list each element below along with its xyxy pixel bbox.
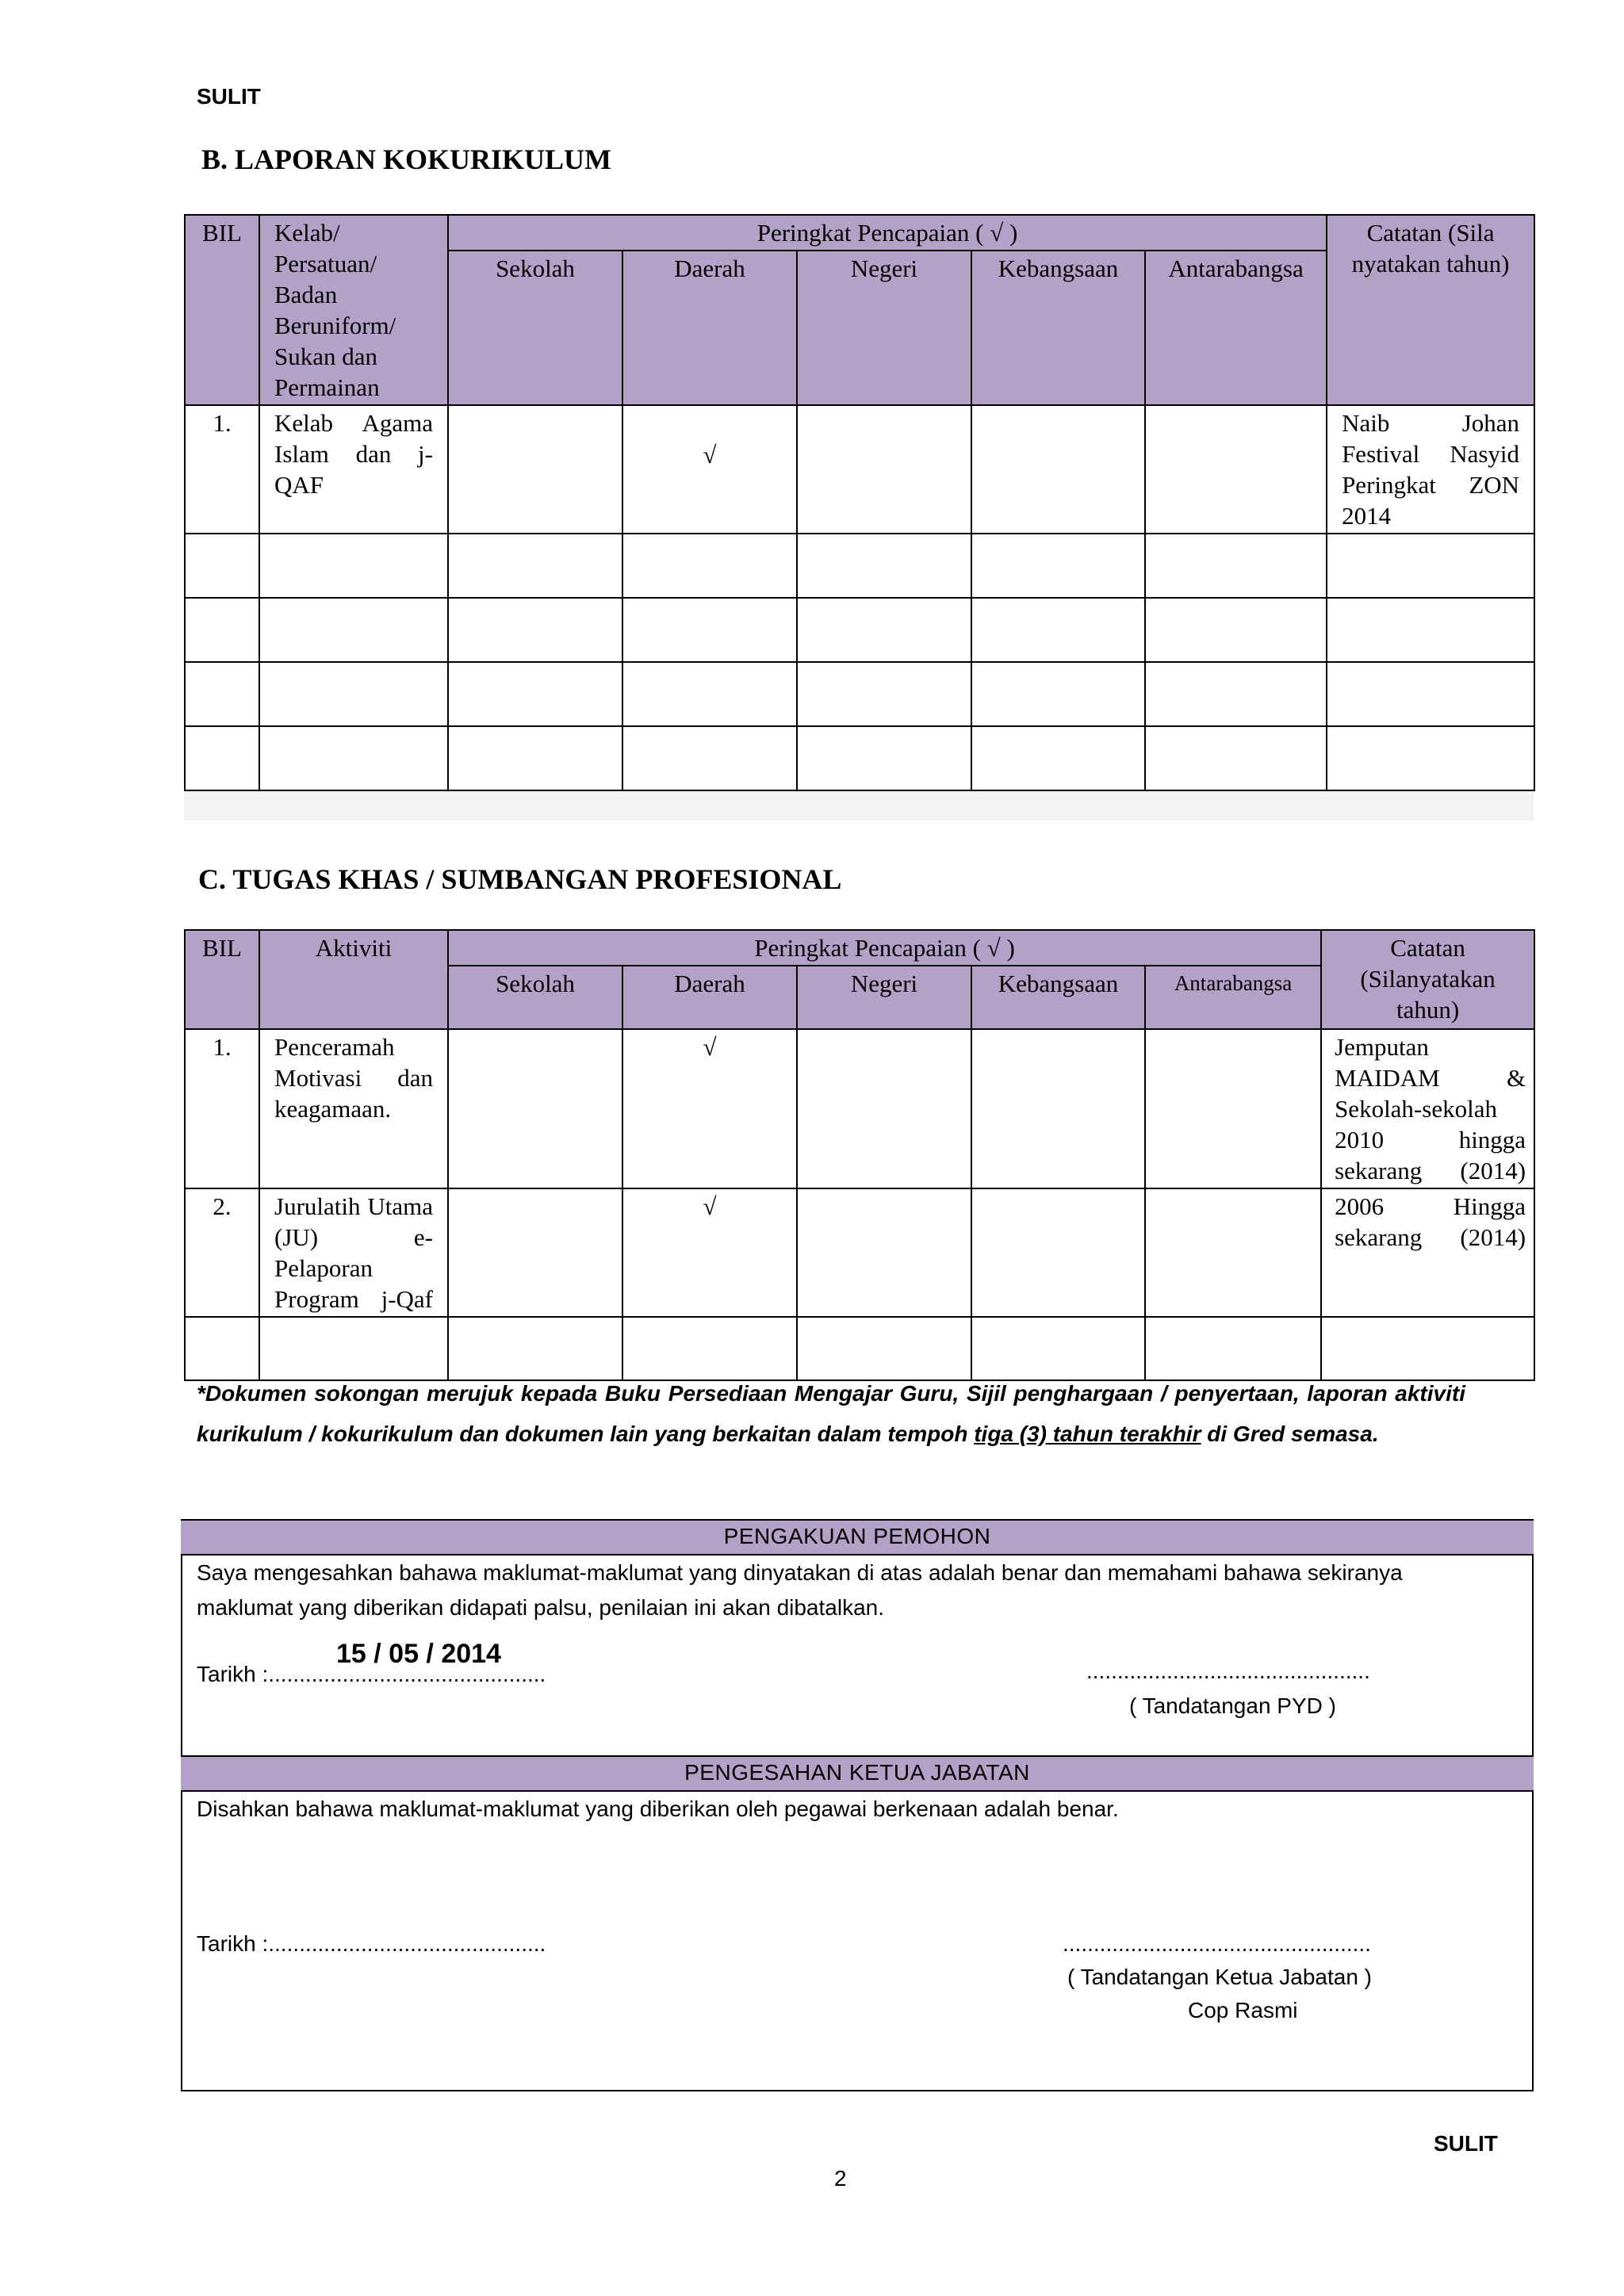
pengakuan-date-label: Tarikh :............................................. <box>197 1662 546 1686</box>
level-negeri-header: Negeri <box>797 251 971 405</box>
pyd-signature-line: .............................................. <box>1086 1659 1370 1683</box>
row-note: Naib Johan Festival Nasyid Peringkat ZON 2014 <box>1327 405 1534 534</box>
mark-sekolah <box>448 405 622 534</box>
footer-classification: SULIT <box>1434 2131 1498 2156</box>
row-club: Kelab Agama Islam dan j-QAF <box>259 405 448 534</box>
mark-antarabangsa <box>1145 405 1327 534</box>
row-bil: 1. <box>185 1029 259 1188</box>
mark-daerah: √ <box>622 405 797 534</box>
section-c-title: C. TUGAS KHAS / SUMBANGAN PROFESIONAL <box>198 863 842 895</box>
head-signature-line: .................................................. <box>1063 1931 1371 1956</box>
level-antarabangsa-header: Antarabangsa <box>1145 251 1327 405</box>
official-stamp-label: Cop Rasmi <box>1188 1998 1298 2022</box>
table-row-empty <box>185 662 1534 726</box>
mark-sekolah <box>448 1029 622 1188</box>
row-note: 2006 Hingga sekarang (2014) <box>1321 1188 1534 1317</box>
supporting-documents-note <box>197 1373 1465 1454</box>
mark-antarabangsa <box>1145 1029 1321 1188</box>
level-kebangsaan-header: Kebangsaan <box>971 966 1145 1029</box>
col-note-header: Catatan (Sila nyatakan tahun) <box>1327 215 1534 405</box>
head-signature-label: ( Tandatangan Ketua Jabatan ) <box>1067 1965 1373 1989</box>
level-sekolah-header: Sekolah <box>448 251 622 405</box>
col-note-header: Catatan (Silanyatakan tahun) <box>1321 930 1534 1029</box>
page-number: 2 <box>834 2166 847 2191</box>
level-daerah-header: Daerah <box>622 966 797 1029</box>
note-text: *Dokumen sokongan merujuk kepada Buku Persediaan Mengajar Guru, Sijil penghargaan / penyertaan, laporan aktiviti kurikulum / kokurikulum dan dokumen lain yang berkaitan dalam tempoh <box>197 1381 1465 1446</box>
level-sekolah-header: Sekolah <box>448 966 622 1029</box>
pengakuan-statement: Saya mengesahkan bahawa maklumat-maklumat yang dinyatakan di atas adalah benar dan memahami bahawa sekiranya maklumat yang diberikan didapati palsu, penilaian ini akan dibatalkan. <box>197 1560 1403 1620</box>
mark-kebangsaan <box>971 1188 1145 1317</box>
table-row-empty <box>185 726 1534 790</box>
col-bil-header: BIL <box>185 930 259 1029</box>
pengesahan-title: PENGESAHAN KETUA JABATAN <box>181 1755 1534 1792</box>
level-antarabangsa-header: Antarabangsa <box>1145 966 1321 1029</box>
row-activity: Penceramah Motivasi dan keagamaan. <box>259 1029 448 1188</box>
pengakuan-date-value: 15 / 05 / 2014 <box>336 1639 501 1669</box>
table-row <box>185 405 1534 534</box>
mark-kebangsaan <box>971 405 1145 534</box>
mark-daerah: √ <box>622 1188 797 1317</box>
row-bil: 2. <box>185 1188 259 1317</box>
table-row <box>185 1029 1534 1188</box>
note-text-end: di Gred semasa. <box>1201 1422 1379 1446</box>
table-row <box>185 1188 1534 1317</box>
achievement-level-header: Peringkat Pencapaian ( √ ) <box>448 215 1327 251</box>
pengakuan-title: PENGAKUAN PEMOHON <box>181 1519 1534 1556</box>
level-negeri-header: Negeri <box>797 966 971 1029</box>
section-b-title: B. LAPORAN KOKURIKULUM <box>201 144 612 175</box>
table-row-empty <box>185 598 1534 662</box>
pyd-signature-label: ( Tandatangan PYD ) <box>1129 1693 1336 1718</box>
row-bil: 1. <box>185 405 259 534</box>
col-club-header: Kelab/ Persatuan/ Badan Beruniform/ Sukan dan Permainan <box>259 215 448 405</box>
col-activity-header: Aktiviti <box>259 930 448 1029</box>
achievement-level-header: Peringkat Pencapaian ( √ ) <box>448 930 1321 966</box>
mark-sekolah <box>448 1188 622 1317</box>
row-activity: Jurulatih Utama (JU) e-Pelaporan Program j-Qaf <box>259 1188 448 1317</box>
mark-negeri <box>797 1188 971 1317</box>
mark-antarabangsa <box>1145 1188 1321 1317</box>
tugas-khas-table <box>184 929 1535 1381</box>
mark-daerah: √ <box>622 1029 797 1188</box>
pengesahan-date-label: Tarikh :............................................. <box>197 1931 546 1956</box>
table-b-shading <box>184 789 1534 821</box>
mark-negeri <box>797 1029 971 1188</box>
mark-kebangsaan <box>971 1029 1145 1188</box>
level-kebangsaan-header: Kebangsaan <box>971 251 1145 405</box>
header-classification: SULIT <box>197 84 261 109</box>
kokurikulum-table <box>184 214 1535 791</box>
row-note: Jemputan MAIDAM & Sekolah-sekolah 2010 hingga sekarang (2014) <box>1321 1029 1534 1188</box>
table-row-empty <box>185 534 1534 598</box>
table-row-empty <box>185 1317 1534 1380</box>
level-daerah-header: Daerah <box>622 251 797 405</box>
col-bil-header: BIL <box>185 215 259 405</box>
mark-negeri <box>797 405 971 534</box>
note-underlined-period: tiga (3) tahun terakhir <box>974 1422 1201 1446</box>
pengesahan-statement: Disahkan bahawa maklumat-maklumat yang diberikan oleh pegawai berkenaan adalah benar. <box>197 1797 1119 1821</box>
